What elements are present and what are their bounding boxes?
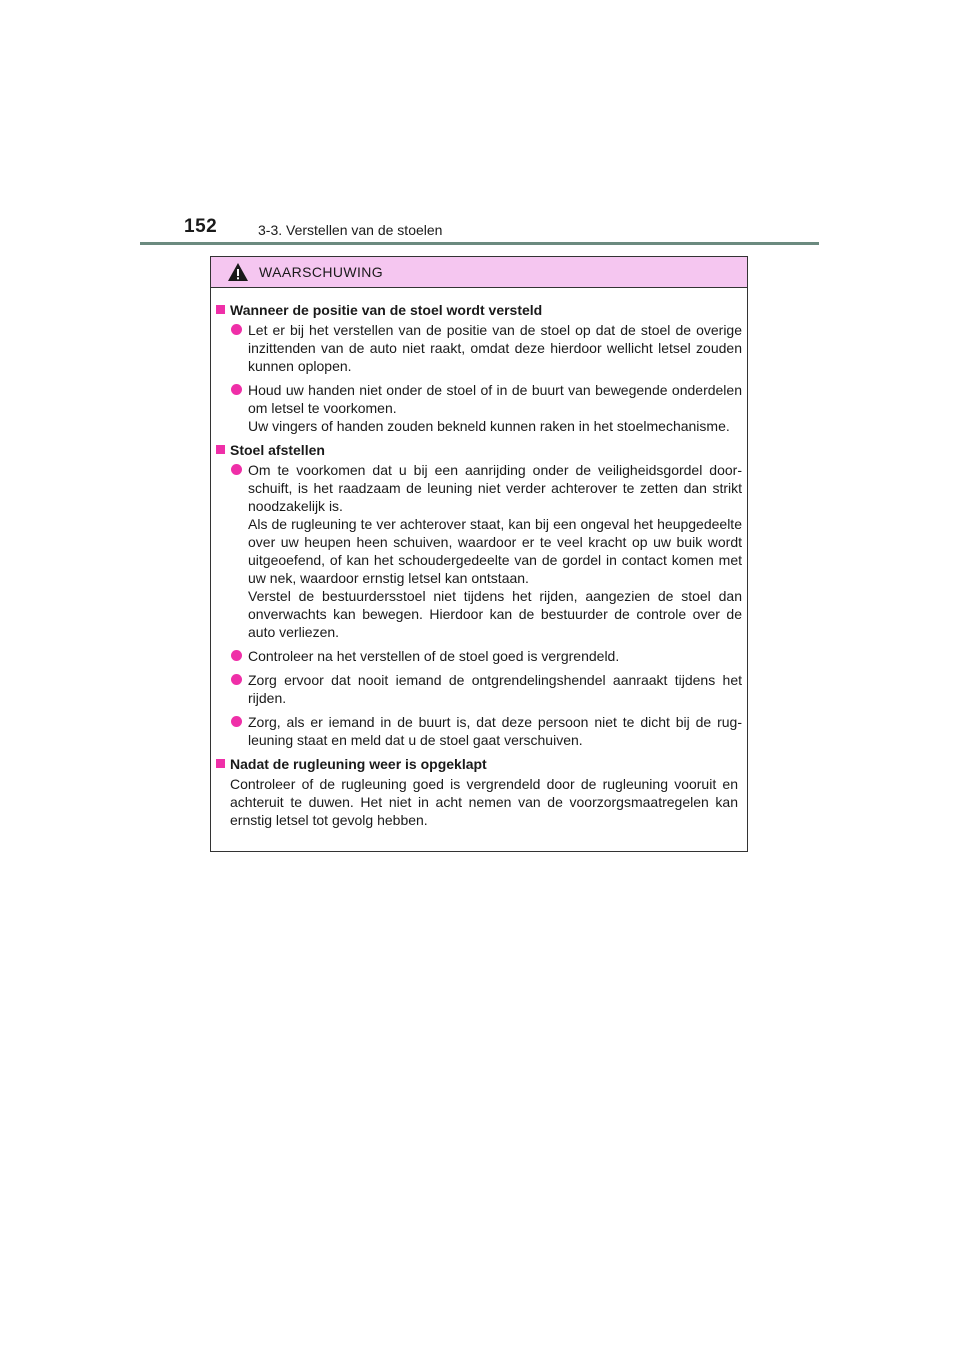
header-divider: [140, 242, 819, 245]
warning-section: [215, 441, 742, 749]
bullet-item: [226, 461, 742, 641]
square-bullet-icon: [216, 445, 225, 454]
round-bullet-icon: [231, 464, 242, 475]
bullet-item: [226, 647, 742, 665]
section-paragraph: Controleer of de rugleuning goed is vergrendeld door de rugleuning vooruit en achteruit te duwen. Het niet in acht nemen van de voorzorgsmaatregelen kan ernstig letsel tot gevolg hebben.: [230, 776, 738, 828]
bullet-text: Zorg, als er iemand in de buurt is, dat deze persoon niet te dicht bij de rugleuning staat en meld dat u de stoel gaat verschuiven.: [248, 714, 742, 748]
section-heading-text: Nadat de rugleuning weer is opgeklapt: [230, 756, 487, 772]
bullet-item: [226, 381, 742, 435]
square-bullet-icon: [216, 759, 225, 768]
round-bullet-icon: [231, 716, 242, 727]
section-heading: [215, 441, 742, 459]
section-title: 3-3. Verstellen van de stoelen: [258, 222, 443, 238]
warning-box: [210, 256, 748, 852]
bullet-item: [226, 671, 742, 707]
bullet-text: Zorg ervoor dat nooit iemand de ontgrendelingshendel aanraakt tijdens het rijden.: [248, 672, 742, 706]
bullet-text: Verstel de bestuurdersstoel niet tijdens het rijden, aangezien de stoel dan onverwachts kan bewegen. Hierdoor kan de bestuurder de controle over de auto verliezen.: [248, 588, 742, 640]
bullet-text: Let er bij het verstellen van de positie van de stoel op dat de stoel de overige inzittenden van de auto niet raakt, omdat deze hierdoor wellicht letsel zouden kunnen oplopen.: [248, 322, 742, 374]
warning-section: [215, 301, 742, 435]
round-bullet-icon: [231, 650, 242, 661]
round-bullet-icon: [231, 384, 242, 395]
warning-triangle-icon: [227, 262, 249, 282]
bullet-item: [226, 713, 742, 749]
round-bullet-icon: [231, 674, 242, 685]
square-bullet-icon: [216, 305, 225, 314]
bullet-text: Controleer na het verstellen of de stoel goed is vergrendeld.: [248, 648, 620, 664]
warning-header: [211, 257, 747, 288]
section-heading: [215, 755, 742, 773]
bullet-text: Om te voorkomen dat u bij een aanrijding onder de veiligheidsgordel doorschuift, is het raadzaam de leuning niet verder achterover te zetten dan strikt noodzakelijk is.: [248, 462, 742, 514]
bullet-text: Uw vingers of handen zouden bekneld kunnen raken in het stoelmechanisme.: [248, 418, 730, 434]
round-bullet-icon: [231, 324, 242, 335]
section-heading-text: Stoel afstellen: [230, 442, 325, 458]
bullet-text: Als de rugleuning te ver achterover staat, kan bij een ongeval het heupgedeelte over uw heupen heen schuiven, waardoor er te veel kracht op uw buik wordt uitgeoefend, of kan het schoudergedeelte van de gordel in contact komen met uw nek, waardoor ernstig letsel kan ontstaan.: [248, 516, 742, 586]
warning-title: WAARSCHUWING: [259, 264, 384, 280]
warning-body: [211, 288, 747, 829]
bullet-item: [226, 321, 742, 375]
section-heading: [215, 301, 742, 319]
bullet-text: Houd uw handen niet onder de stoel of in de buurt van bewegende onderdelen om letsel te voorkomen.: [248, 382, 742, 416]
section-heading-text: Wanneer de positie van de stoel wordt versteld: [230, 302, 543, 318]
warning-section: [215, 755, 742, 829]
page-number: 152: [184, 216, 218, 237]
